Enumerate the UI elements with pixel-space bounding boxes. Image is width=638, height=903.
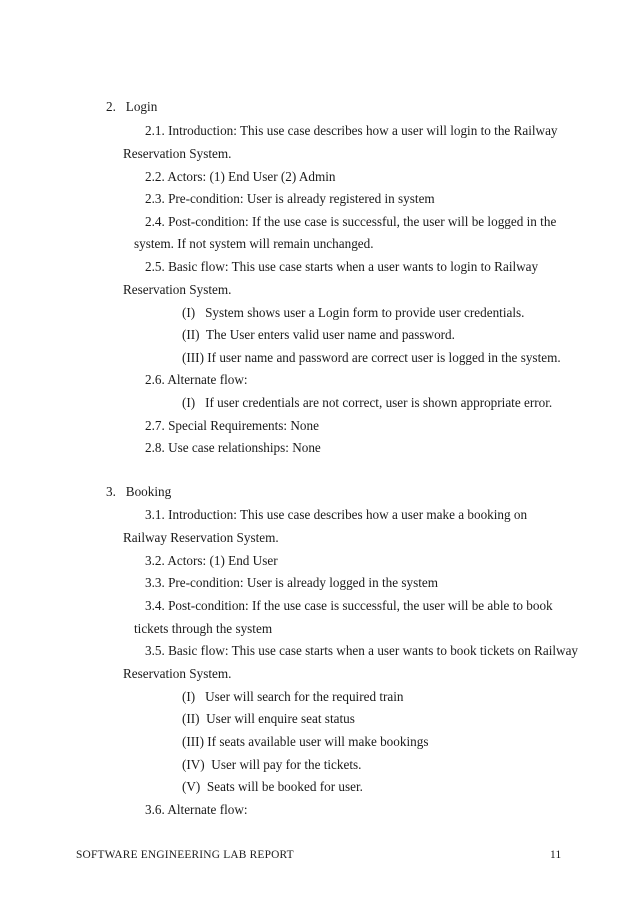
section-line: 2.7. Special Requirements: None <box>145 418 319 433</box>
page-number: 11 <box>550 849 562 861</box>
section-line: tickets through the system <box>134 621 273 636</box>
sub-step: (II) User will enquire seat status <box>182 711 355 726</box>
section-line: 3.1. Introduction: This use case describes how a user make a booking on <box>145 507 528 522</box>
section-line: Reservation System. <box>123 666 232 681</box>
section-line: 3.3. Pre-condition: User is already logged in the system <box>145 575 438 590</box>
section-line: 2.2. Actors: (1) End User (2) Admin <box>145 169 336 184</box>
section-line: Reservation System. <box>123 146 232 161</box>
footer-title: SOFTWARE ENGINEERING LAB REPORT <box>76 849 294 861</box>
sub-step: (I) System shows user a Login form to provide user credentials. <box>182 305 525 320</box>
section-line: 2.8. Use case relationships: None <box>145 440 321 455</box>
sub-step: (V) Seats will be booked for user. <box>182 779 363 794</box>
section-line: 2.5. Basic flow: This use case starts when a user wants to login to Railway <box>145 259 539 274</box>
section-heading <box>106 484 171 500</box>
section-line: 3.4. Post-condition: If the use case is successful, the user will be able to book <box>145 598 553 613</box>
sub-step: (II) The User enters valid user name and password. <box>182 327 455 342</box>
section-line: 2.6. Alternate flow: <box>145 372 248 387</box>
section-number: 3. <box>106 484 116 499</box>
sub-step: (III) If seats available user will make bookings <box>182 734 429 749</box>
section-title: Login <box>125 99 158 114</box>
section-line: 2.1. Introduction: This use case describes how a user will login to the Railway <box>145 123 558 138</box>
section-line: 2.4. Post-condition: If the use case is successful, the user will be logged in the <box>145 214 557 229</box>
section-line: Railway Reservation System. <box>123 530 279 545</box>
section-line: 2.3. Pre-condition: User is already registered in system <box>145 191 435 206</box>
section-line: 3.6. Alternate flow: <box>145 802 248 817</box>
sub-step: (I) If user credentials are not correct, user is shown appropriate error. <box>182 395 553 410</box>
sub-step: (III) If user name and password are correct user is logged in the system. <box>182 350 561 365</box>
section-line: system. If not system will remain unchanged. <box>134 236 374 251</box>
section-line: Reservation System. <box>123 282 232 297</box>
section-number: 2. <box>106 99 116 114</box>
section-line: 3.5. Basic flow: This use case starts when a user wants to book tickets on Railway <box>145 643 579 658</box>
section-line: 3.2. Actors: (1) End User <box>145 553 278 568</box>
section-heading <box>106 99 157 115</box>
sub-step: (IV) User will pay for the tickets. <box>182 757 362 772</box>
sub-step: (I) User will search for the required train <box>182 689 404 704</box>
section-title: Booking <box>125 484 172 499</box>
